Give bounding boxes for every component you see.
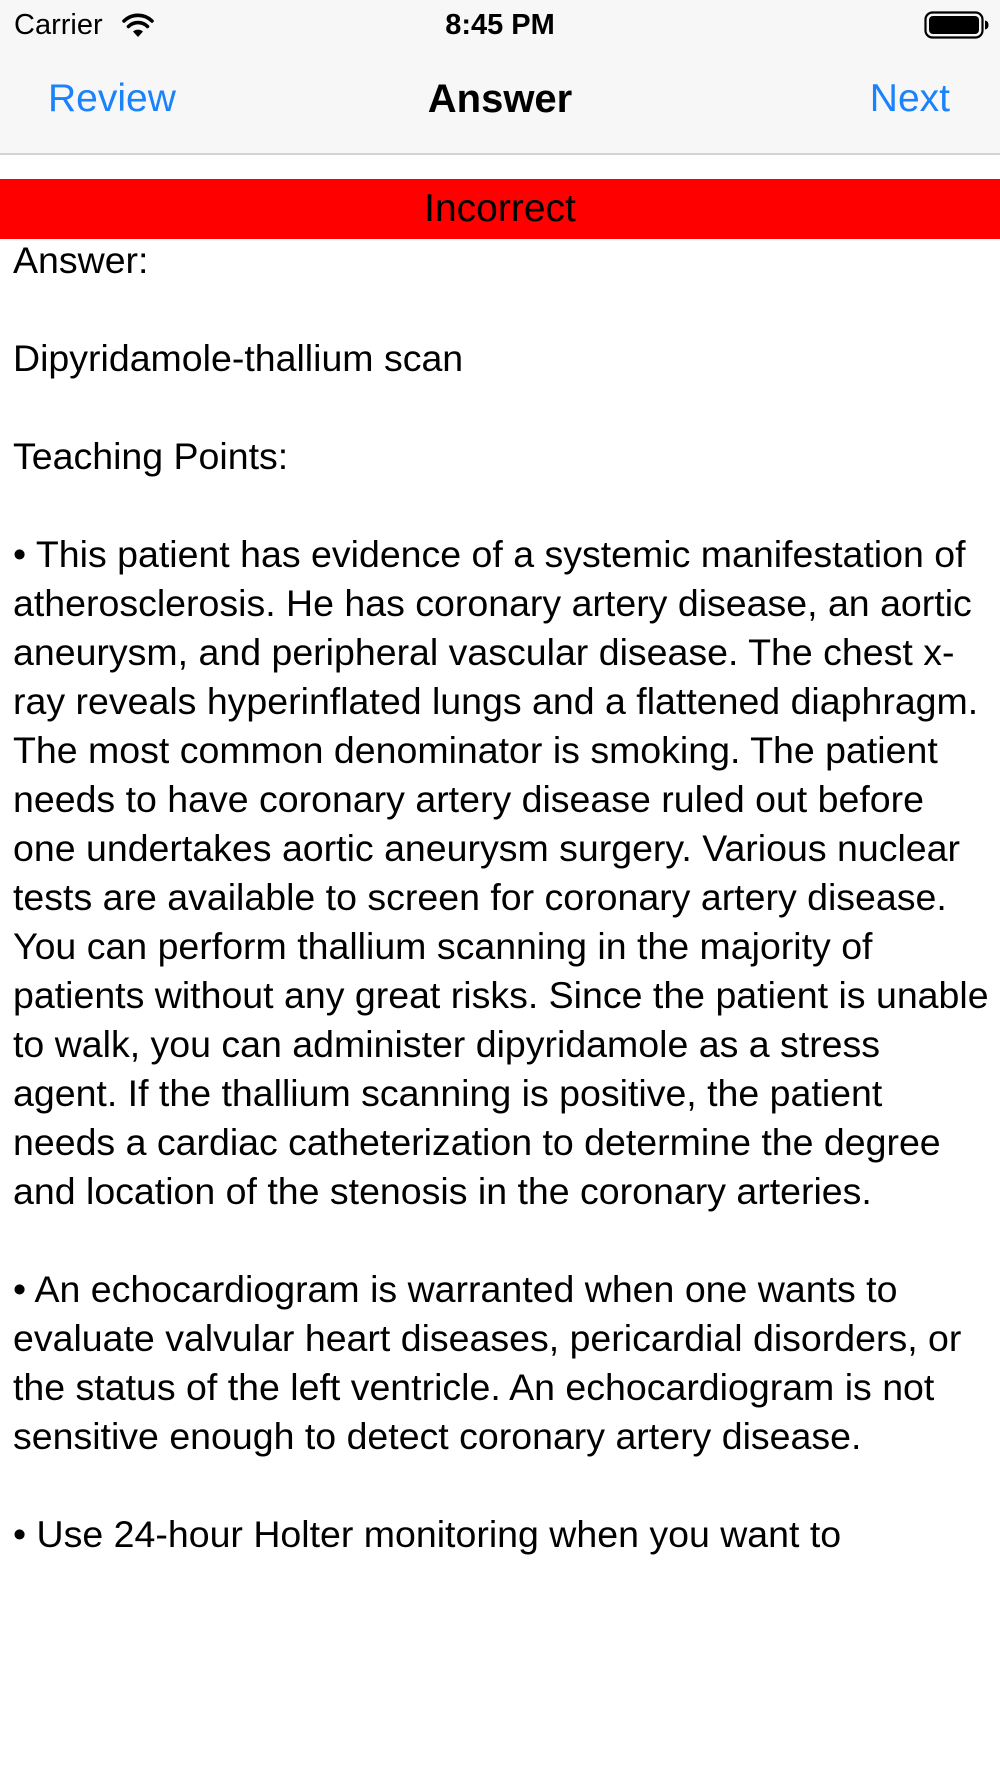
result-banner: Incorrect <box>0 179 1000 239</box>
answer-content[interactable] <box>13 236 993 1676</box>
carrier-label: Carrier <box>14 9 103 41</box>
answer-value: Dipyridamole-thallium scan <box>13 337 464 379</box>
review-button[interactable]: Review <box>48 77 176 120</box>
teaching-point: • Use 24-hour Holter monitoring when you want to <box>13 1513 842 1555</box>
battery-full-icon <box>924 11 990 39</box>
answer-heading: Answer: <box>13 239 149 281</box>
next-button[interactable]: Next <box>869 77 950 120</box>
status-bar <box>0 0 1000 48</box>
clock-time: 8:45 PM <box>445 9 555 41</box>
page-title: Answer <box>427 77 573 121</box>
navigation-bar <box>0 48 1000 155</box>
teaching-points-heading: Teaching Points: <box>13 435 289 477</box>
teaching-point: • This patient has evidence of a systemic manifestation of atherosclerosis. He has coronary artery disease, an aortic aneurysm, and peripheral vascular disease. The chest x-ray reveals hyperinflated lungs and a flattened diaphragm. The most common denominator is smoking. The patient needs to have coronary artery disease ruled out before one undertakes aortic aneurysm surgery. Various nuclear tests are available to screen for coronary artery disease. You can perform thallium scanning in the majority of patients without any great risks. Since the patient is unable to walk, you can administer dipyridamole as a stress agent. If the thallium scanning is positive, the patient needs a cardiac catheterization to determine the degree and location of the stenosis in the coronary arteries. <box>13 533 989 1212</box>
teaching-point: • An echocardiogram is warranted when one wants to evaluate valvular heart diseases, pericardial disorders, or the status of the left ventricle. An echocardiogram is not sensitive enough to detect coronary artery disease. <box>13 1268 962 1457</box>
